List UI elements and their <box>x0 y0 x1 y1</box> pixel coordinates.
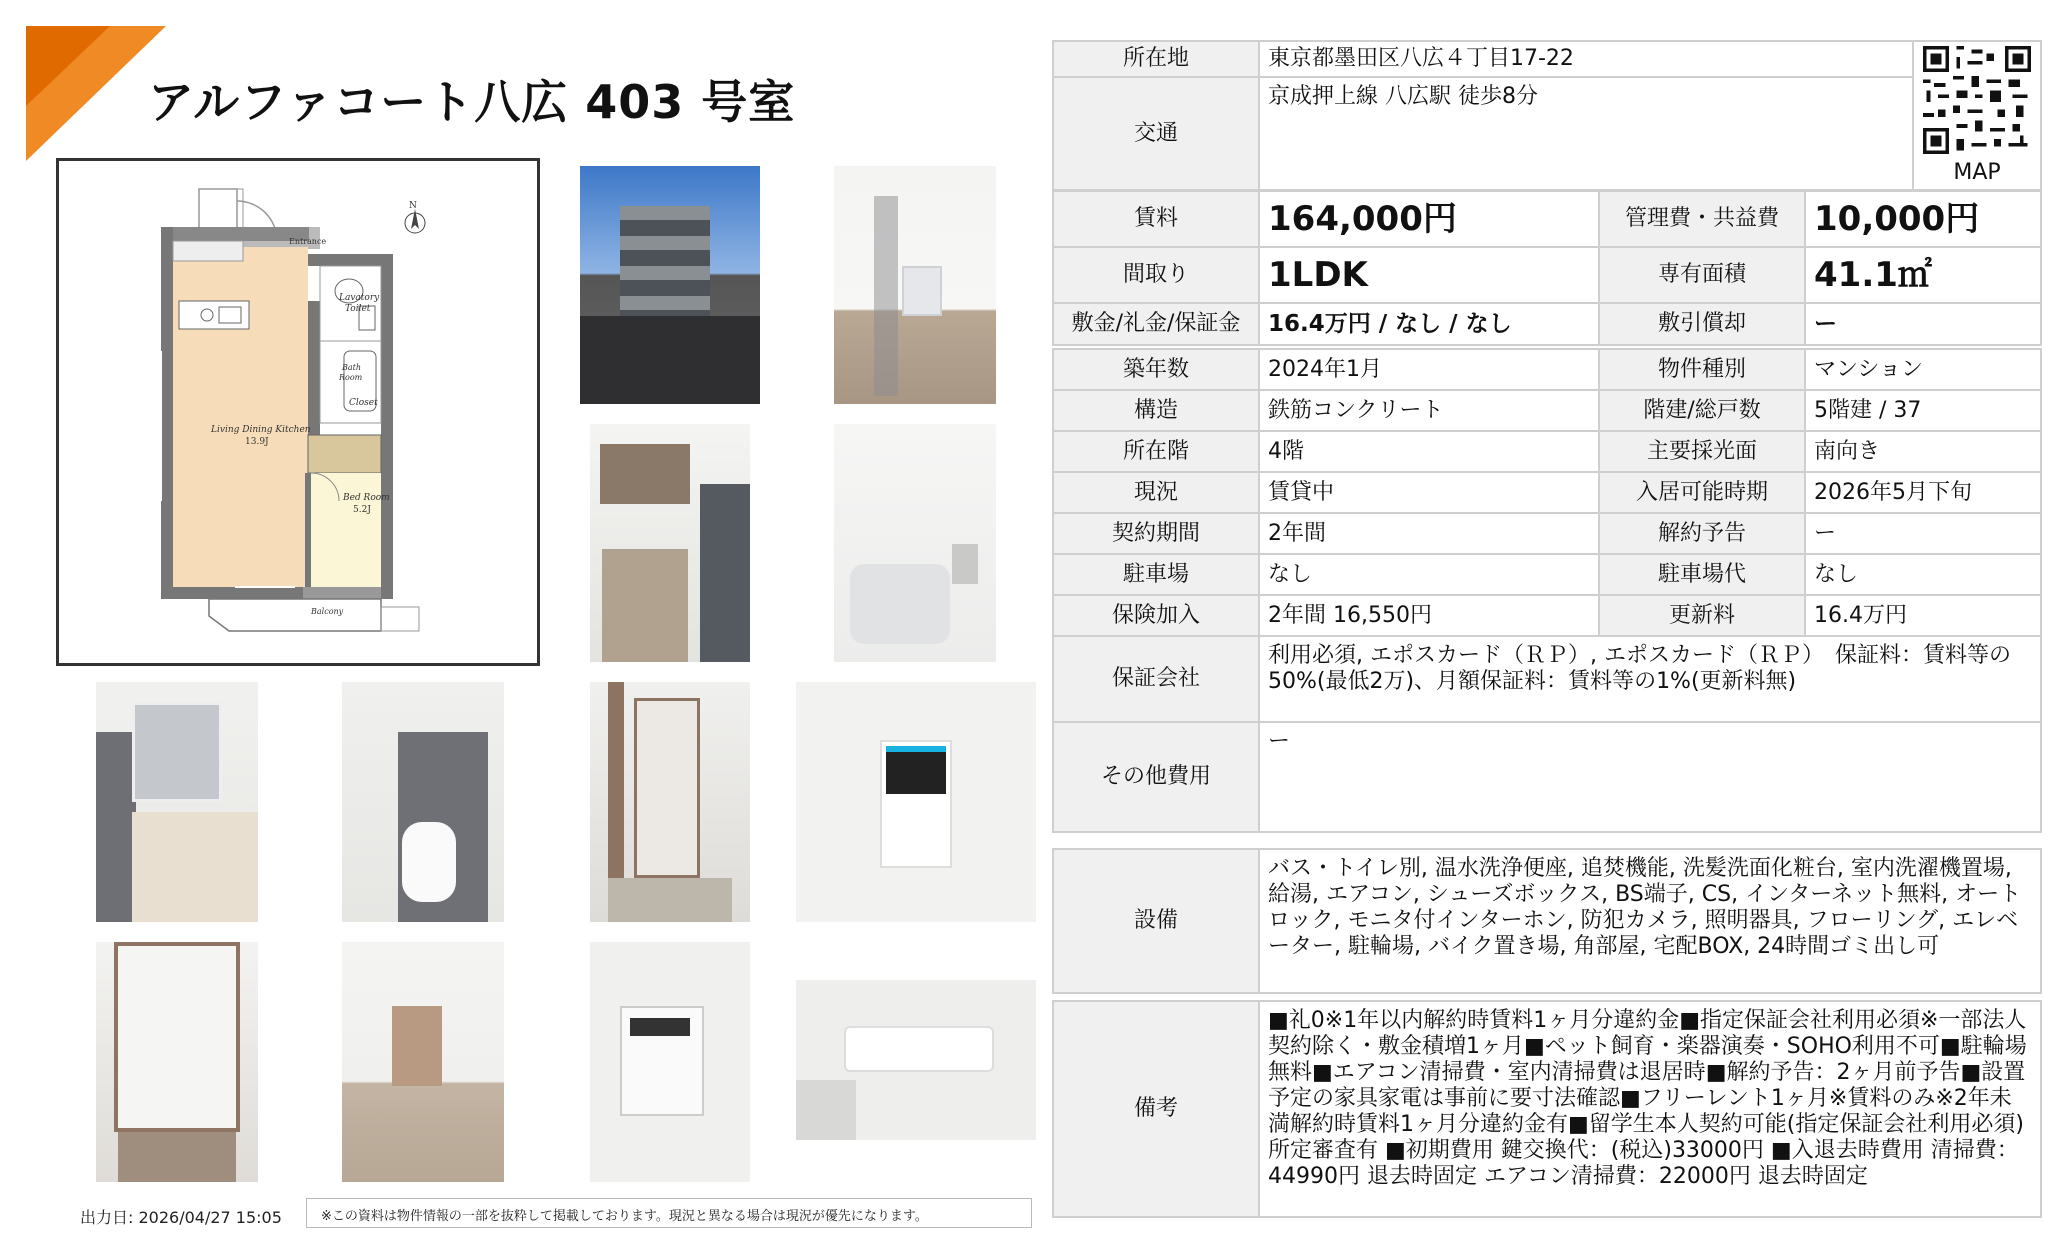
floor-label: 所在階 <box>1053 431 1259 472</box>
photo-entrance <box>590 682 750 922</box>
parking-value: なし <box>1259 554 1599 595</box>
room-bed-size: 5.2J <box>353 505 371 515</box>
room-bath-room: Room <box>339 373 363 382</box>
renew-value: 16.4万円 <box>1805 595 2041 636</box>
fee-value: 10,000円 <box>1805 191 2041 247</box>
insurance-label: 保険加入 <box>1053 595 1259 636</box>
equipment-table <box>1052 848 2042 994</box>
floors-label: 階建/総戸数 <box>1599 390 1805 431</box>
guarantor-label: 保証会社 <box>1053 636 1259 722</box>
area-label: 専有面積 <box>1599 247 1805 303</box>
movein-value: 2026年5月下旬 <box>1805 472 2041 513</box>
disclaimer-note: ※この資料は物件情報の一部を抜粋して掲載しております。現況と異なる場合は現況が優先になります。 <box>306 1198 1032 1228</box>
info-table-details <box>1052 348 2042 833</box>
notice-value: ー <box>1805 513 2041 554</box>
term-value: 2年間 <box>1259 513 1599 554</box>
rent-value: 164,000円 <box>1259 191 1599 247</box>
remarks-label: 備考 <box>1053 1001 1259 1217</box>
insurance-value: 2年間 16,550円 <box>1259 595 1599 636</box>
term-label: 契約期間 <box>1053 513 1259 554</box>
struct-label: 構造 <box>1053 390 1259 431</box>
light-label: 主要採光面 <box>1599 431 1805 472</box>
room-closet: Closet <box>349 398 378 408</box>
info-table-main <box>1052 40 2042 191</box>
layout-value: 1LDK <box>1259 247 1599 303</box>
floor-value: 4階 <box>1259 431 1599 472</box>
photo-kitchen <box>590 424 750 662</box>
status-value: 賃貸中 <box>1259 472 1599 513</box>
remarks-value: ■礼0※1年以内解約時賃料1ヶ月分違約金■指定保証会社利用必須※一部法人契約除く・敷金積増1ヶ月■ペット飼育・楽器演奏・SOHO利用不可■駐輪場無料■エアコン清掃費・室内清掃費は退居時■解約予告：2ヶ月前予告■設置予定の家具家電は事前に要寸法確認■フリーレント1ヶ月※賃料のみ※2年未満解約時賃料1ヶ月分違約金有■留学生本人契約可能(指定保証会社利用必須)所定審査有 ■初期費用 鍵交換代：(税込)33000円 ■入退去時費用 清掃費：44990円 退去時固定 エアコン清掃費：22000円 退去時固定 <box>1259 1001 2041 1217</box>
north-label: N <box>409 201 417 211</box>
notice-label: 解約予告 <box>1599 513 1805 554</box>
photo-bathroom <box>834 424 996 662</box>
qr-code-icon <box>1923 46 2031 154</box>
struct-value: 鉄筋コンクリート <box>1259 390 1599 431</box>
other-value: ー <box>1259 722 2041 832</box>
property-title: アルファコート八広 403 号室 <box>148 75 796 129</box>
photo-intercom <box>796 682 1036 922</box>
type-label: 物件種別 <box>1599 349 1805 390</box>
photo-toilet <box>342 682 504 922</box>
light-value: 南向き <box>1805 431 2041 472</box>
floors-value: 5階建 / 37 <box>1805 390 2041 431</box>
parkfee-value: なし <box>1805 554 2041 595</box>
room-ldk-size: 13.9J <box>245 437 269 447</box>
status-label: 現況 <box>1053 472 1259 513</box>
room-toilet: Toilet <box>345 304 371 314</box>
deposit-value: 16.4万円 / なし / なし <box>1259 303 1599 345</box>
equipment-value: バス・トイレ別, 温水洗浄便座, 追焚機能, 洗髪洗面化粧台, 室内洗濯機置場, 給湯, エアコン, シューズボックス, BS端子, CS, インターネット無料, オートロック, モニタ付インターホン, 防犯カメラ, 照明器具, フローリング, エレベーター, 駐輪場, バイク置き場, 角部屋, 宅配BOX, 24時間ゴミ出し可 <box>1259 849 2041 993</box>
room-lavatory: Lavatory <box>339 293 380 303</box>
map-label: MAP <box>1953 160 2001 185</box>
renew-label: 更新料 <box>1599 595 1805 636</box>
address-value: 東京都墨田区八広４丁目17-22 <box>1259 41 1913 77</box>
room-entrance: Entrance <box>289 237 327 246</box>
built-label: 築年数 <box>1053 349 1259 390</box>
built-value: 2024年1月 <box>1259 349 1599 390</box>
remarks-table <box>1052 1000 2042 1218</box>
photo-air-conditioner <box>796 980 1036 1140</box>
map-qr[interactable] <box>1913 41 2041 190</box>
type-value: マンション <box>1805 349 2041 390</box>
room-ldk: Living Dining Kitchen <box>211 425 311 435</box>
access-value: 京成押上線 八広駅 徒歩8分 <box>1259 77 1913 190</box>
parkfee-label: 駐車場代 <box>1599 554 1805 595</box>
photo-closet <box>96 942 258 1182</box>
photo-water-heater-panel <box>590 942 750 1182</box>
parking-label: 駐車場 <box>1053 554 1259 595</box>
photo-living-room <box>834 166 996 404</box>
access-label: 交通 <box>1053 77 1259 190</box>
rent-label: 賃料 <box>1053 191 1259 247</box>
amort-value: ー <box>1805 303 2041 345</box>
corner-accent-logo <box>26 26 166 161</box>
layout-label: 間取り <box>1053 247 1259 303</box>
equipment-label: 設備 <box>1053 849 1259 993</box>
deposit-label: 敷金/礼金/保証金 <box>1053 303 1259 345</box>
area-value: 41.1㎡ <box>1805 247 2041 303</box>
output-date: 出力日: 2026/04/27 15:05 <box>80 1208 282 1227</box>
room-bath: Bath <box>342 363 362 372</box>
room-bed: Bed Room <box>343 493 390 503</box>
guarantor-value: 利用必須, エポスカード（ＲＰ）, エポスカード（ＲＰ） 保証料：賃料等の50%(最低2万)、月額保証料：賃料等の1%(更新料無) <box>1259 636 2041 722</box>
address-label: 所在地 <box>1053 41 1259 77</box>
floor-plan <box>56 158 540 666</box>
info-table-rent <box>1052 190 2042 346</box>
room-balcony: Balcony <box>311 607 344 616</box>
movein-label: 入居可能時期 <box>1599 472 1805 513</box>
photo-washbasin <box>96 682 258 922</box>
photo-building-exterior <box>580 166 760 404</box>
photo-bedroom <box>342 942 504 1182</box>
amort-label: 敷引償却 <box>1599 303 1805 345</box>
other-label: その他費用 <box>1053 722 1259 832</box>
fee-label: 管理費・共益費 <box>1599 191 1805 247</box>
